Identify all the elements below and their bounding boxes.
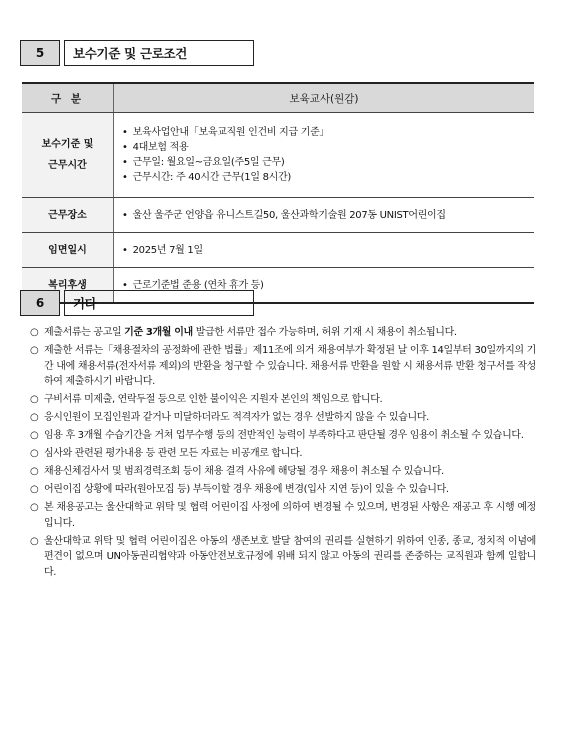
row-label: 근무장소 — [22, 198, 114, 233]
row-value — [114, 198, 535, 233]
list-item: • 4대보험 적용 — [122, 140, 528, 155]
list-item: • 근로기준법 준용 (연차 휴가 등) — [122, 278, 528, 293]
list-item: • 울산 울주군 언양읍 유니스트길50, 울산과학기술원 207동 UNIST어린이집 — [122, 208, 528, 223]
list-item: • 보육사업안내「보육교직원 인건비 지급 기준」 — [122, 125, 528, 140]
header-category: 구 분 — [22, 83, 114, 113]
list-item — [30, 534, 536, 581]
circle-bullet-icon: ○ — [30, 466, 39, 477]
list-item — [30, 482, 536, 498]
circle-bullet-icon: ○ — [30, 502, 39, 513]
circle-bullet-icon: ○ — [30, 394, 39, 405]
section-number: 6 — [20, 290, 60, 316]
note-text: 어린이집 상황에 따라(원아모집 등) 부득이할 경우 채용에 변경(입사 지연 등)이 있을 수 있습니다. — [44, 484, 449, 495]
section-title: 기타 — [64, 290, 254, 316]
circle-bullet-icon: ○ — [30, 345, 39, 356]
circle-bullet-icon: ○ — [30, 327, 39, 338]
note-text: 제출한 서류는「채용절차의 공정화에 관한 법률」제11조에 의거 채용여부가 확정된 날 이후 14일부터 30일까지의 기간 내에 채용서류(전자서류 제외)의 반환을 청구할 수 있습니다. 채용서류 반환을 원할 시 채용서류 반환 청구서를 작성하여 제출하시기 바랍니다. — [44, 345, 536, 387]
table-header-row — [22, 83, 534, 113]
section-number: 5 — [20, 40, 60, 66]
section-6-header — [20, 290, 254, 316]
note-text: 심사와 관련된 평가내용 등 관련 모든 자료는 비공개로 합니다. — [44, 448, 303, 459]
conditions-table — [22, 82, 534, 304]
list-item — [30, 446, 536, 462]
notes-list — [30, 325, 536, 583]
list-item — [30, 325, 536, 341]
list-item: • 근무일: 월요일~금요일(주5일 근무) — [122, 155, 528, 170]
section-title: 보수기준 및 근로조건 — [64, 40, 254, 66]
list-item — [30, 410, 536, 426]
circle-bullet-icon: ○ — [30, 412, 39, 423]
list-item: • 2025년 7월 1일 — [122, 243, 528, 258]
table-row — [22, 233, 534, 268]
circle-bullet-icon: ○ — [30, 535, 39, 547]
note-text: 응시인원이 모집인원과 같거나 미달하더라도 적격자가 없는 경우 선발하지 않을 수 있습니다. — [44, 412, 429, 423]
note-text: 울산대학교 위탁 및 협력 어린이집은 아동의 생존보호 발달 참여의 권리를 실현하기 위하여 인종, 종교, 정치적 이념에 편견이 없으며 UN아동권리협약과 아동안전보호규정에 위배 되지 않고 아동의 권리를 존중하는 교직원과 함께 일합니다. — [44, 535, 536, 578]
list-item — [30, 428, 536, 444]
table-row — [22, 113, 534, 198]
note-text: 임용 후 3개월 수습기간을 거쳐 업무수행 등의 전반적인 능력이 부족하다고 판단될 경우 임용이 취소될 수 있습니다. — [44, 430, 524, 441]
circle-bullet-icon: ○ — [30, 448, 39, 459]
circle-bullet-icon: ○ — [30, 430, 39, 441]
list-item — [30, 392, 536, 408]
row-value — [114, 113, 535, 198]
list-item: • 근무시간: 주 40시간 근무(1일 8시간) — [122, 170, 528, 185]
list-item — [30, 464, 536, 480]
list-item — [30, 500, 536, 531]
note-text: 제출서류는 공고일 기준 3개월 이내 발급한 서류만 접수 가능하며, 허위 기재 시 채용이 취소됩니다. — [44, 327, 457, 338]
row-label: 복리후생 — [22, 268, 114, 304]
row-value — [114, 233, 535, 268]
note-text: 본 채용공고는 울산대학교 위탁 및 협력 어린이집 사정에 의하여 변경될 수 있으며, 변경된 사항은 재공고 후 시행 예정입니다. — [44, 502, 536, 529]
list-item — [30, 343, 536, 390]
note-text: 채용신체검사서 및 범죄경력조회 등이 채용 결격 사유에 해당될 경우 채용이 취소될 수 있습니다. — [44, 466, 444, 477]
section-5-header — [20, 40, 254, 66]
row-label: 임면일시 — [22, 233, 114, 268]
table-row — [22, 198, 534, 233]
row-label: 보수기준 및 근무시간 — [22, 113, 114, 198]
header-position: 보육교사(원감) — [114, 83, 535, 113]
circle-bullet-icon: ○ — [30, 484, 39, 495]
note-text: 구비서류 미제출, 연락두절 등으로 인한 불이익은 지원자 본인의 책임으로 합니다. — [44, 394, 383, 405]
